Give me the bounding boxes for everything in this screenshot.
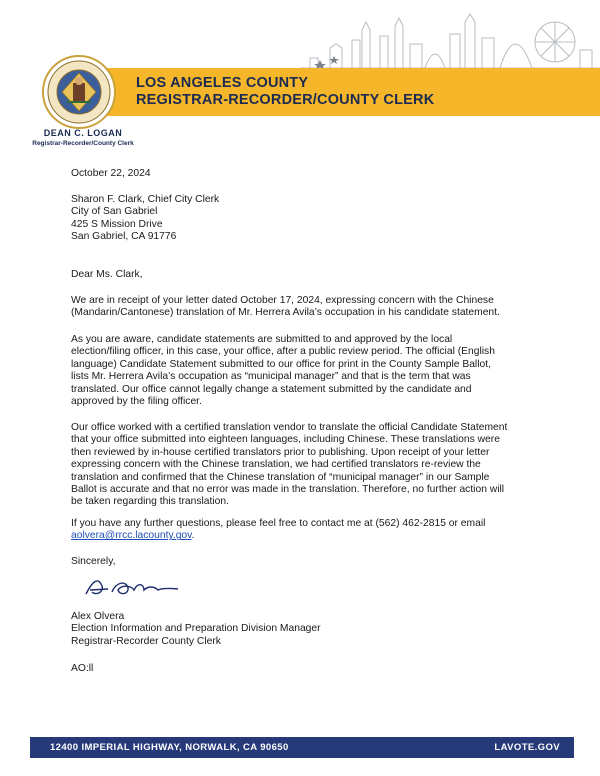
recipient-line: San Gabriel, CA 91776 <box>71 231 177 243</box>
email-link[interactable]: aolvera@rrcc.lacounty.gov <box>71 530 192 542</box>
paragraph-line: lists Mr. Herrera Avila’s occupation as “municipal manager” and that is the term that was <box>71 371 471 383</box>
paragraph-line: As you are aware, candidate statements are submitted to and approved by the local <box>71 334 453 345</box>
signer-name: Alex Olvera <box>71 611 125 622</box>
paragraph-line: be taken regarding this translation. <box>71 496 229 508</box>
footer-website-link[interactable]: LAVOTE.GOV <box>494 742 560 753</box>
signer-title: Election Information and Preparation Division Manager <box>71 623 321 635</box>
letter-date: October 22, 2024 <box>71 168 151 179</box>
paragraph-2 <box>71 334 541 408</box>
footer-address: 12400 IMPERIAL HIGHWAY, NORWALK, CA 90650 <box>50 742 289 753</box>
paragraph-line: approved by the filing officer. <box>71 396 202 408</box>
paragraph-line: election/filing officer, in this case, your office, after a public review period. The official (English <box>71 346 495 358</box>
paragraph-3 <box>71 422 541 509</box>
county-seal-icon <box>42 55 116 129</box>
recipient-address <box>71 194 219 244</box>
signer-block <box>71 611 321 648</box>
official-title: Registrar-Recorder/County Clerk <box>32 140 134 147</box>
reference-initials: AO:ll <box>71 663 94 674</box>
handwritten-signature-icon <box>82 572 182 602</box>
contact-email-line <box>71 530 541 542</box>
contact-end: . <box>191 530 195 542</box>
official-name: DEAN C. LOGAN <box>43 128 123 138</box>
paragraph-line: translated. Our office cannot legally change a statement submitted by the candidate and <box>71 383 472 395</box>
closing: Sincerely, <box>71 556 116 567</box>
paragraph-line: then reviewed by in-house certified translators prior to publishing. Upon receipt of your letter <box>71 446 490 458</box>
paragraph-line: translation and confirmed that the Chinese translation of “municipal manager” in our Sample <box>71 471 490 483</box>
paragraph-line: Our office worked with a certified translation vendor to translate the official Candidate Statement <box>71 422 508 433</box>
salutation: Dear Ms. Clark, <box>71 269 143 280</box>
paragraph-1 <box>71 295 541 320</box>
recipient-line: City of San Gabriel <box>71 206 158 218</box>
recipient-line: Sharon F. Clark, Chief City Clerk <box>71 194 220 205</box>
agency-name-line2: REGISTRAR-RECORDER/COUNTY CLERK <box>136 92 435 108</box>
paragraph-line: that your office submitted into eighteen languages, including Chinese. These translations were <box>71 434 500 446</box>
signer-office: Registrar-Recorder County Clerk <box>71 635 221 647</box>
paragraph-line: Ballot is accurate and that no error was made in the translation. Therefore, no further action will <box>71 484 505 496</box>
city-skyline-icon <box>300 0 600 78</box>
agency-name <box>136 75 434 109</box>
agency-name-line1: LOS ANGELES COUNTY <box>136 75 309 91</box>
recipient-line: 425 S Mission Drive <box>71 218 163 230</box>
contact-line: If you have any further questions, please feel free to contact me at (562) 462-2815 or email <box>71 518 486 529</box>
paragraph-line: We are in receipt of your letter dated October 17, 2024, expressing concern with the Chinese <box>71 295 494 306</box>
paragraph-line: (Mandarin/Cantonese) translation of Mr. Herrera Avila’s occupation in his candidate statement. <box>71 307 500 319</box>
paragraph-line: expressing concern with the Chinese translation, we had certified translators re-review the <box>71 459 481 471</box>
contact-paragraph <box>71 518 541 543</box>
paragraph-line: language) Candidate Statement submitted to our office for print in the County Sample Ballot, <box>71 358 491 370</box>
